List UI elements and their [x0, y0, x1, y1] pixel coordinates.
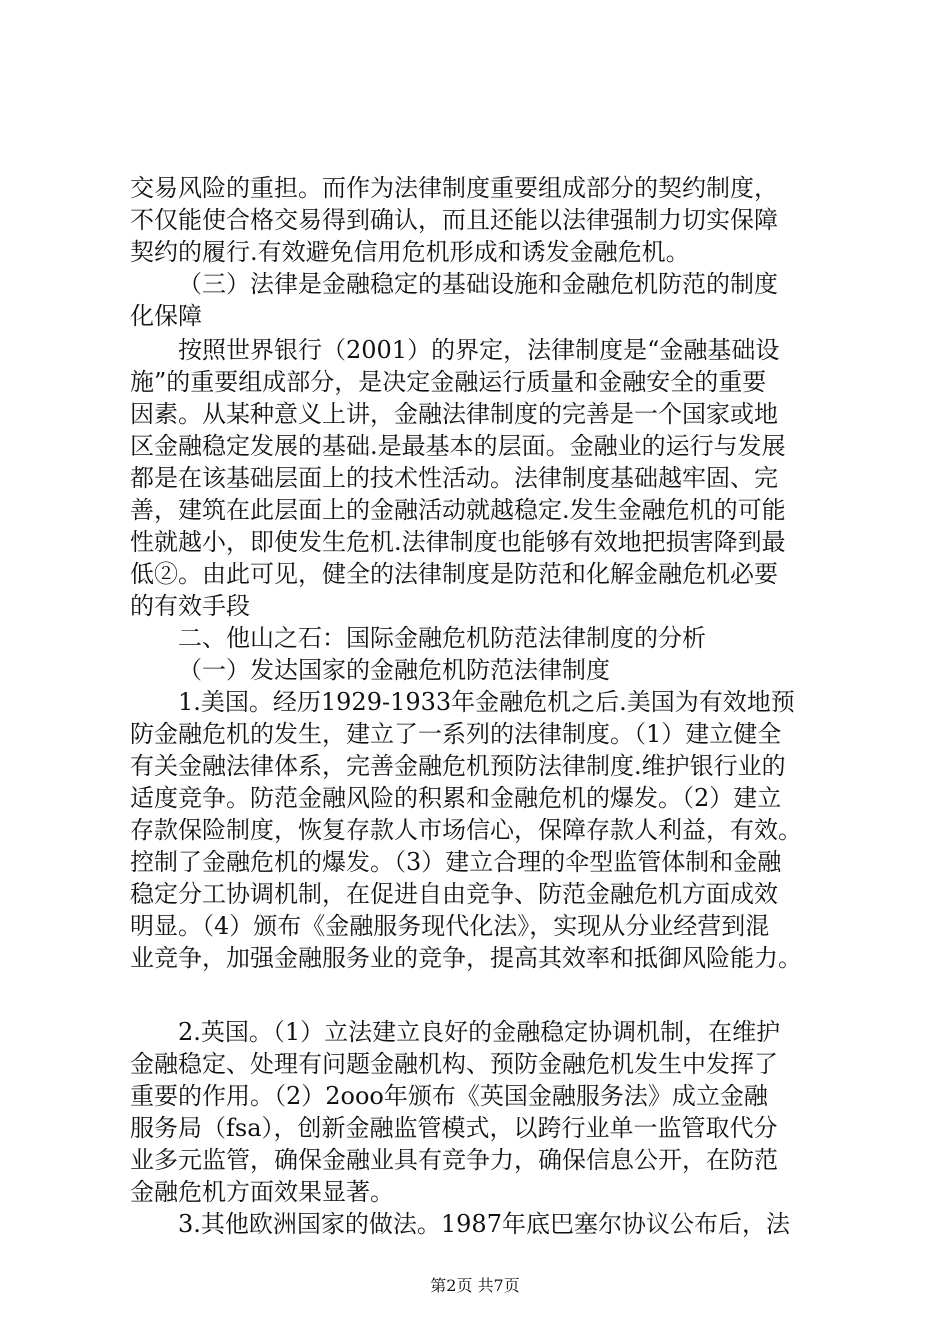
text-line: 有关金融法律体系，完善金融危机预防法律制度.维护银行业的 — [130, 752, 786, 780]
text-line: 服务局（fsa），创新金融监管模式，以跨行业单一监管取代分 — [130, 1114, 778, 1142]
text-line: 契约的履行.有效避免信用危机形成和诱发金融危机。 — [130, 238, 690, 266]
text-line: 善，建筑在此层面上的金融活动就越稳定.发生金融危机的可能 — [130, 496, 786, 524]
text-line: 的有效手段 — [130, 592, 250, 620]
text-line: 因素。从某种意义上讲，金融法律制度的完善是一个国家或地 — [130, 400, 778, 428]
text-line: 金融稳定、处理有问题金融机构、预防金融危机发生中发挥了 — [130, 1050, 778, 1078]
text-line: 低②。由此可见，健全的法律制度是防范和化解金融危机必要 — [130, 560, 778, 588]
text-line: 2.英国。（1）立法建立良好的金融稳定协调机制，在维护 — [178, 1018, 781, 1046]
text-line: 业竞争，加强金融服务业的竞争，提高其效率和抵御风险能力。 — [130, 944, 802, 972]
text-line: 稳定分工协调机制，在促进自由竞争、防范金融危机方面成效 — [130, 880, 778, 908]
text-line: 区金融稳定发展的基础.是最基本的层面。金融业的运行与发展 — [130, 432, 786, 460]
text-line: 存款保险制度，恢复存款人市场信心，保障存款人利益，有效。 — [130, 816, 802, 844]
section-heading: 化保障 — [130, 302, 202, 330]
text-line: 按照世界银行（2001）的界定，法律制度是“金融基础设 — [178, 336, 780, 364]
section-heading: 二、他山之石：国际金融危机防范法律制度的分析 — [178, 624, 706, 652]
text-line: 适度竞争。防范金融风险的积累和金融危机的爆发。（2）建立 — [130, 784, 782, 812]
text-line: 不仅能使合格交易得到确认，而且还能以法律强制力切实保障 — [130, 206, 778, 234]
text-line: 都是在该基础层面上的技术性活动。法律制度基础越牢固、完 — [130, 464, 778, 492]
text-line: 1.美国。经历1929-1933年金融危机之后.美国为有效地预 — [178, 688, 795, 716]
text-line: 性就越小，即使发生危机.法律制度也能够有效地把损害降到最 — [130, 528, 786, 556]
text-line: 防金融危机的发生，建立了一系列的法律制度。（1）建立健全 — [130, 720, 782, 748]
text-line: 业多元监管，确保金融业具有竞争力，确保信息公开，在防范 — [130, 1146, 778, 1174]
text-line: 明显。（4）颁布《金融服务现代化法》，实现从分业经营到混 — [130, 912, 770, 940]
text-line: 重要的作用。（2）2ooo年颁布《英国金融服务法》成立金融 — [130, 1082, 768, 1110]
section-heading: （一）发达国家的金融危机防范法律制度 — [178, 656, 610, 684]
page-number-footer: 第2页 共7页 — [430, 1276, 520, 1295]
text-line: 施”的重要组成部分，是决定金融运行质量和金融安全的重要 — [130, 368, 767, 396]
text-line: 交易风险的重担。而作为法律制度重要组成部分的契约制度， — [130, 174, 778, 202]
text-line: 金融危机方面效果显著。 — [130, 1178, 394, 1206]
text-line: 3.其他欧洲国家的做法。1987年底巴塞尔协议公布后，法 — [178, 1210, 790, 1238]
text-line: 控制了金融危机的爆发。（3）建立合理的伞型监管体制和金融 — [130, 848, 782, 876]
section-heading: （三）法律是金融稳定的基础设施和金融危机防范的制度 — [178, 270, 778, 298]
